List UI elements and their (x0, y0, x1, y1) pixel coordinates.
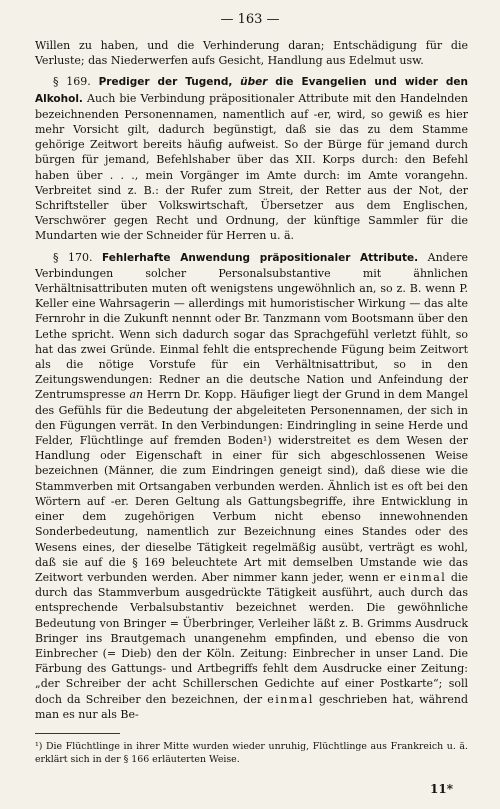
section-170-einmal: einmal (399, 570, 447, 584)
section-170 (35, 250, 468, 722)
section-169-title-a: Prediger der Tugend, (98, 76, 233, 89)
page-body (35, 38, 468, 722)
section-169-number: § 169. (53, 75, 91, 89)
section-169-title-b: über (240, 76, 268, 89)
page-number: — 163 — (220, 12, 280, 27)
section-169 (35, 74, 468, 243)
section-170-title: Fehlerhafte Anwendung präpositionaler Attribute. (102, 251, 419, 264)
continued-paragraph: Willen zu haben, und die Verhinderung daran; Entschädigung für die Verluste; das Niederwerfen aufs Gesicht, Handlung aus Edelmut usw. (35, 39, 468, 68)
section-170-text-d: geschrieben hat, während man es nur als Be- (35, 692, 469, 721)
section-169-text: Auch bie Verbindung präpositionaler Attribute mit den Handelnden bezeichnenden Personennamen, namentlich auf -er, wird, so gewiß es hier mehr Vorsicht gilt, dadurch begünstigt, daß sie das zu dem Stamme gehörige Zeitwort bereits häufig aufweist. So der Bürge für jemand durch bürgen für jemand, Befehlshaber über das XII. Korps durch: den Befehl haben über . . ., mein Vorgänger im Amte durch: im Amte vorangehn. Verbreitet sind z. B.: der Rufer zum Streit, der Retter aus der Not, der Schriftsteller über Volkswirtschaft, Übersetzer aus dem Englischen, Verschwörer gegen Recht und Ordnung, der künftige Sammler für die Mundarten wie der Schneider für Herren u. ä. (35, 91, 469, 243)
section-170-text-a: Andere Verbindungen solcher Personalsubstantive mit ähnlichen Verhältnisattributen muten oft wenigstens ungewöhnlich an, so z. B. wenn P. Keller eine Wahrsagerin — allerdings mit humoristischer Wirkung — das alte Fernrohr in die Zukunft nennnt oder Br. Tanzmann vom Bootsmann über den Lethe spricht. Wenn sich dadurch sogar das Sprachgefühl verletzt fühlt, so hat das zwei Gründe. Einmal fehlt die entsprechende Fügung beim Zeitwort als die nötige Vorstufe für ein Verhältnisattribut, so in den Zeitungswendungen: Redner an die deutsche Nation und Anfeindung der Zentrumspresse (35, 250, 468, 402)
section-170-number: § 170. (53, 250, 93, 264)
section-169-title-c: die Evangelien und wider den Alkohol. (35, 76, 469, 105)
footnote-rule (35, 733, 120, 734)
section-170-text-b: Herrn Dr. Kopp. Häufiger liegt der Grund in dem Mangel des Gefühls für die Bedeutung der abgeleiteten Personennamen, der sich in den Fügungen verrät. In den Verbindungen: Eindringling in seine Herde und Felder, Flüchtlinge auf fremden Boden¹) widerstreitet es dem Wesen der Handlung oder Eigenschaft in einer für sich abgeschlossenen Weise bezeichnen (Männer, die zum Eindringen geneigt sind), daß diese wie die Stammverben mit Ortsangaben verbunden werden. Ähnlich ist es oft bei den Wörtern auf -er. Deren Geltung als Gattungsbegriffe, ihre Entwicklung in einer dem zugehörigen Verbum nicht ebenso innewohnenden Sonderbedeutung, namentlich zur Bezeichnung eines Standes oder des Wesens eines, der dieselbe Tätigkeit regelmäßig ausübt, verträgt es wohl, daß sie auf die § 169 beleuchtete Art mit demselben Umstande wie das Zeitwort verbunden werden. Aber nimmer kann jeder, wenn er (35, 388, 469, 584)
signature-mark: 11* (430, 782, 453, 796)
section-170-an: an (129, 388, 144, 402)
footnote: ¹) Die Flüchtlinge in ihrer Mitte wurden wieder unruhig, Flüchtlinge aus Frankreich u. ä. erklärt sich in der § 166 erläuterten Weise. (35, 741, 468, 765)
section-170-text-c: die durch das Stammverbum ausgedrückte Tätigkeit ausführt, auch durch das entsprechende Verbalsubstantiv bezeichnet werden. Die gewöhnliche Bedeutung von Bringer = Überbringer, Verleiher läßt z. B. Grimms Ausdruck Bringer ins Brautgemach unangenehm empfinden, und ebenso die von Einbrecher (= Dieb) den der Köln. Zeitung: Einbrecher in unser Land. Die Färbung des Gattungs- und Artbegriffs fehlt dem Ausdrucke einer Zeitung: „der Schreiber der acht Schillerschen Gedichte auf einer Postkarte“; soll doch da Schreiber den bezeichnen, der (35, 570, 468, 706)
section-170-einmal-2: einmal (267, 692, 314, 706)
